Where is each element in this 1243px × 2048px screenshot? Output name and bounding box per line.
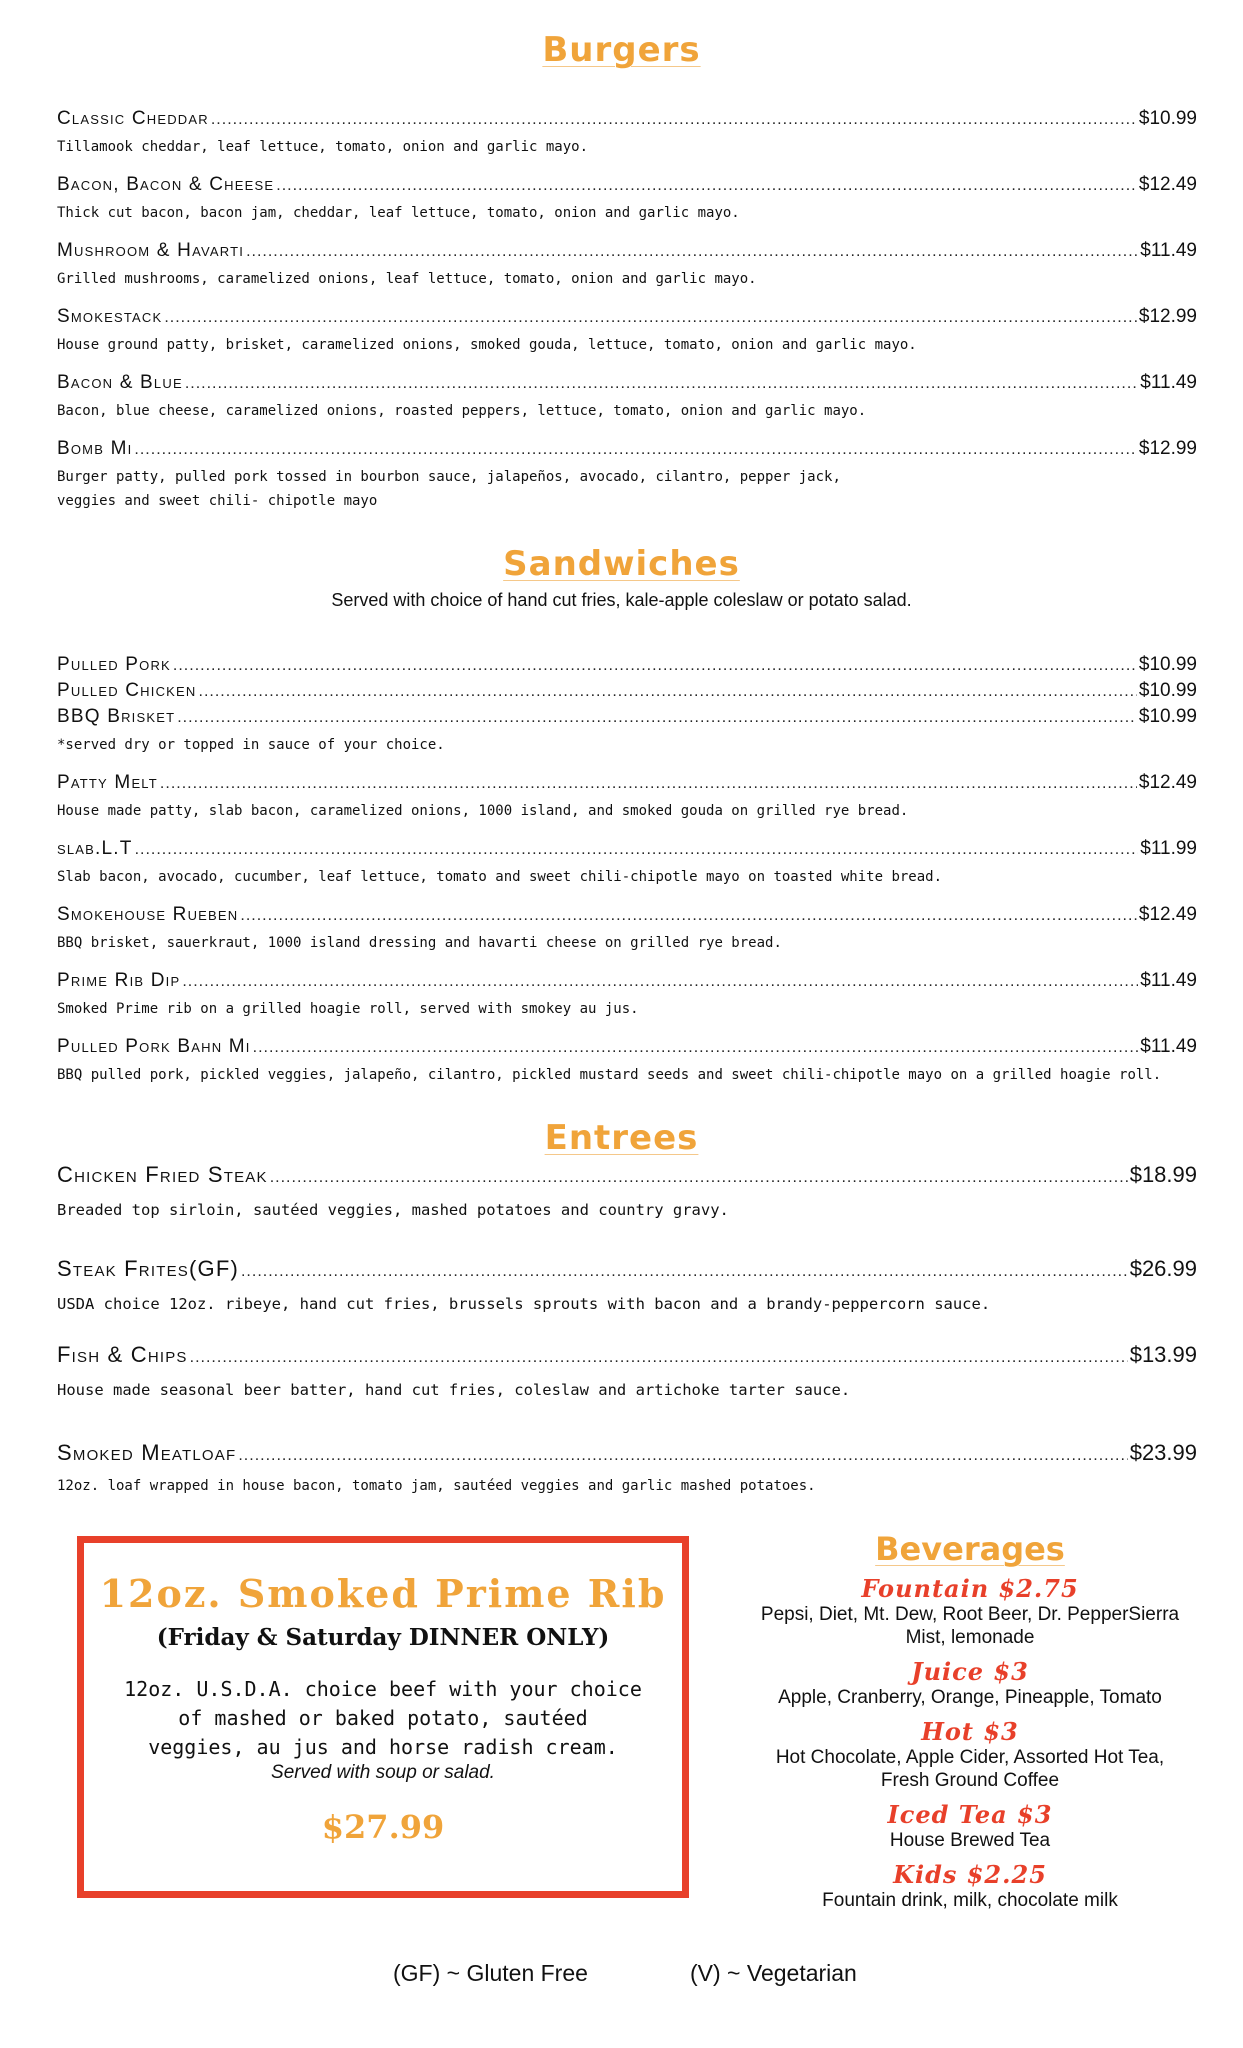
item-desc: USDA choice 12oz. ribeye, hand cut fries, brussels sprouts with bacon and a brandy-peppercorn sauce. [57,1295,991,1313]
item-price: $12.49 [1138,174,1197,195]
menu-item [57,1256,1197,1316]
item-desc: Tillamook cheddar, leaf lettuce, tomato, onion and garlic mayo. [57,139,589,155]
menu-item [57,680,1197,702]
item-price: $12.49 [1138,772,1197,793]
item-price: $13.99 [1129,1342,1197,1367]
menu-item [57,838,1197,889]
item-name: Smoked Meatloaf [57,1440,237,1465]
menu-item [57,306,1197,357]
item-name: Prime Rib Dip [57,970,181,991]
sandwiches-subtitle: Served with choice of hand cut fries, kale-apple coleslaw or potato salad. [331,590,912,610]
beverages [740,1530,1200,1912]
prime-rib-served: Served with soup or salad. [271,1762,495,1783]
menu-item [57,904,1197,955]
item-price: $11.49 [1140,1036,1197,1057]
item-price: $12.99 [1138,306,1197,327]
item-desc: Slab bacon, avocado, cucumber, leaf lettuce, tomato and sweet chili-chipotle mayo on toasted white bread. [57,869,943,885]
menu-item [57,1162,1197,1222]
item-price: $11.49 [1140,240,1197,261]
beverage-group-text: Fountain drink, milk, chocolate milk [822,1890,1118,1911]
legend-vegetarian: (V) ~ Vegetarian [690,1960,857,1986]
item-desc: Thick cut bacon, bacon jam, cheddar, leaf lettuce, tomato, onion and garlic mayo. [57,205,740,221]
menu-item [57,240,1197,291]
item-price: $12.99 [1138,438,1197,459]
item-name: Bomb Mi [57,438,133,459]
item-desc: BBQ pulled pork, pickled veggies, jalapeño, cilantro, pickled mustard seeds and sweet chili-chipotle mayo on a grilled hoagie roll. [57,1067,1162,1083]
beverage-group-text: Hot Chocolate, Apple Cider, Assorted Hot Tea, Fresh Ground Coffee [775,1747,1165,1791]
beverage-group-head: Kids $2.25 [893,1860,1047,1889]
item-price: $10.99 [1138,654,1197,675]
menu-item [57,772,1197,823]
menu-item [57,970,1197,1021]
beverage-group-head: Hot $3 [921,1717,1019,1746]
item-name: Bacon & Blue [57,372,183,393]
burgers-title: Burgers [542,30,701,70]
beverage-group-head: Iced Tea $3 [887,1800,1053,1829]
item-name: Steak Frites(GF) [57,1256,239,1281]
entrees-title: Entrees [544,1118,699,1158]
item-desc: Bacon, blue cheese, caramelized onions, roasted peppers, lettuce, tomato, onion and garlic mayo. [57,403,867,419]
item-name: Smokestack [57,306,163,327]
item-price: $11.49 [1140,372,1197,393]
menu-item [57,438,1197,513]
prime-rib-title: 12oz. Smoked Prime Rib [99,1571,667,1616]
menu-item [57,372,1197,423]
item-desc: Smoked Prime rib on a grilled hoagie roll, served with smokey au jus. [57,1001,639,1017]
item-name: Patty Melt [57,772,158,793]
menu-item [57,1342,1197,1402]
item-price: $10.99 [1138,108,1197,129]
item-desc: Burger patty, pulled pork tossed in bourbon sauce, jalapeños, avocado, cilantro, pepper jack, veggies and sweet chili- chipotle mayo [57,469,841,509]
beverage-group-text: House Brewed Tea [889,1830,1051,1851]
item-name: Smokehouse Rueben [57,904,239,925]
item-name: BBQ Brisket [57,706,176,727]
item-desc: House made seasonal beer batter, hand cut fries, coleslaw and artichoke tarter sauce. [57,1381,851,1399]
beverage-group-head: Fountain $2.75 [861,1574,1079,1603]
prime-rib-subtitle: (Friday & Saturday DINNER ONLY) [156,1624,610,1651]
item-name: slab.L.T [57,838,133,859]
item-price: $10.99 [1138,680,1197,701]
menu-item [57,706,1197,757]
item-name: Mushroom & Havarti [57,240,245,261]
legend-gluten-free: (GF) ~ Gluten Free [393,1960,588,1986]
item-price: $10.99 [1138,706,1197,727]
prime-rib-special [77,1536,689,1898]
item-price: $11.49 [1140,970,1197,991]
item-desc: 12oz. loaf wrapped in house bacon, tomato jam, sautéed veggies and garlic mashed potatoes. [57,1478,816,1494]
sandwiches-title: Sandwiches [503,544,740,584]
menu-item [57,1440,1197,1498]
item-desc: House made patty, slab bacon, caramelized onions, 1000 island, and smoked gouda on grilled rye bread. [57,803,909,819]
item-name: Pulled Pork Bahn Mi [57,1036,251,1057]
item-price: $18.99 [1129,1162,1197,1187]
item-name: Fish & Chips [57,1342,188,1367]
menu-item [57,654,1197,676]
item-desc: Breaded top sirloin, sautéed veggies, mashed potatoes and country gravy. [57,1201,729,1219]
item-price: $26.99 [1129,1256,1197,1281]
item-name: Pulled Chicken [57,680,197,701]
menu-item [57,174,1197,225]
beverages-title: Beverages [875,1530,1065,1568]
menu-item [57,1036,1197,1087]
prime-rib-price: $27.99 [321,1808,445,1846]
item-desc: Grilled mushrooms, caramelized onions, leaf lettuce, tomato, onion and garlic mayo. [57,271,757,287]
item-name: Pulled Pork [57,654,171,675]
beverage-group-text: Apple, Cranberry, Orange, Pineapple, Tomato [778,1687,1162,1708]
item-name: Bacon, Bacon & Cheese [57,174,275,195]
item-name: Chicken Fried Steak [57,1162,268,1187]
item-price: $23.99 [1129,1440,1197,1465]
item-desc: House ground patty, brisket, caramelized onions, smoked gouda, lettuce, tomato, onion and garlic mayo. [57,337,917,353]
beverage-group-head: Juice $3 [911,1657,1029,1686]
item-price: $11.99 [1140,838,1197,859]
beverage-group-text: Pepsi, Diet, Mt. Dew, Root Beer, Dr. PepperSierra Mist, lemonade [760,1604,1180,1648]
item-desc: BBQ brisket, sauerkraut, 1000 island dressing and havarti cheese on grilled rye bread. [57,935,782,951]
item-name: Classic Cheddar [57,108,209,129]
prime-rib-desc: 12oz. U.S.D.A. choice beef with your choice of mashed or baked potato, sautéed veggies, au jus and horse radish cream. [124,1677,642,1759]
item-desc: *served dry or topped in sauce of your choice. [57,737,445,753]
menu-item [57,108,1197,159]
item-price: $12.49 [1138,904,1197,925]
